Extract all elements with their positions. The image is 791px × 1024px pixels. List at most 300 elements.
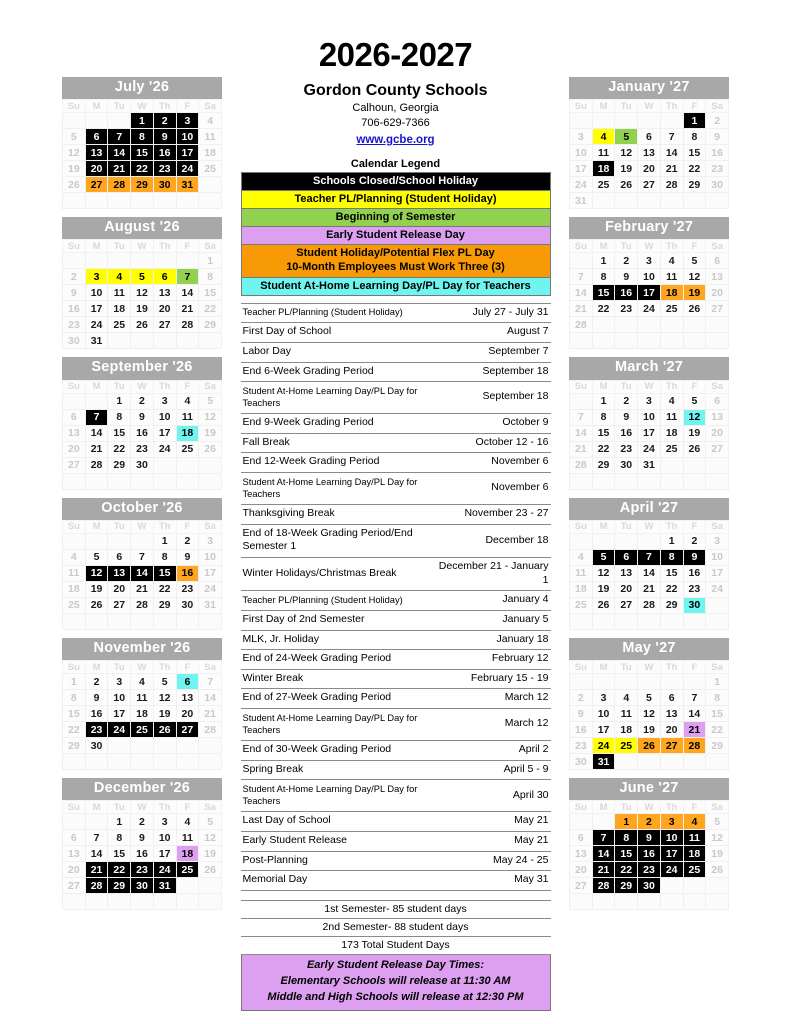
day-cell[interactable]: 17 xyxy=(153,425,176,441)
day-cell[interactable]: 15 xyxy=(108,846,131,862)
day-cell[interactable]: 15 xyxy=(660,565,683,581)
day-cell[interactable]: 12 xyxy=(683,269,706,285)
day-cell[interactable]: 25 xyxy=(63,597,86,613)
day-cell-black[interactable]: 10 xyxy=(176,129,199,145)
day-cell[interactable]: 23 xyxy=(131,441,154,457)
day-cell[interactable]: 23 xyxy=(176,581,199,597)
day-cell-black[interactable]: 21 xyxy=(85,862,108,878)
day-cell[interactable]: 31 xyxy=(570,193,593,209)
day-cell[interactable]: 26 xyxy=(199,441,222,457)
day-cell[interactable]: 8 xyxy=(683,129,706,145)
day-cell[interactable]: 7 xyxy=(683,690,706,706)
day-cell[interactable]: 23 xyxy=(706,161,729,177)
day-cell[interactable]: 12 xyxy=(706,830,729,846)
day-cell[interactable]: 2 xyxy=(131,814,154,830)
day-cell[interactable]: 20 xyxy=(706,425,729,441)
day-cell[interactable]: 31 xyxy=(638,457,661,473)
day-cell[interactable]: 5 xyxy=(706,814,729,830)
day-cell[interactable]: 11 xyxy=(592,145,615,161)
day-cell[interactable]: 29 xyxy=(592,457,615,473)
day-cell[interactable]: 22 xyxy=(153,581,176,597)
day-cell-black[interactable]: 15 xyxy=(592,285,615,301)
school-website-link[interactable]: www.gcbe.org xyxy=(356,133,435,146)
day-cell[interactable]: 19 xyxy=(615,161,638,177)
day-cell[interactable]: 12 xyxy=(63,145,86,161)
day-cell-black[interactable]: 7 xyxy=(108,129,131,145)
day-cell[interactable]: 15 xyxy=(683,145,706,161)
day-cell[interactable]: 21 xyxy=(638,581,661,597)
day-cell-black[interactable]: 26 xyxy=(153,722,176,738)
day-cell[interactable]: 15 xyxy=(63,706,86,722)
day-cell[interactable]: 13 xyxy=(153,285,176,301)
day-cell-black[interactable]: 23 xyxy=(638,862,661,878)
day-cell-orange[interactable]: 16 xyxy=(176,565,199,581)
day-cell[interactable]: 1 xyxy=(706,674,729,690)
day-cell[interactable]: 3 xyxy=(706,533,729,549)
day-cell[interactable]: 8 xyxy=(199,269,222,285)
day-cell-cyan[interactable]: 18 xyxy=(176,425,199,441)
day-cell[interactable]: 7 xyxy=(85,830,108,846)
day-cell[interactable]: 23 xyxy=(63,317,86,333)
day-cell[interactable]: 13 xyxy=(706,269,729,285)
day-cell[interactable]: 22 xyxy=(683,161,706,177)
day-cell[interactable]: 26 xyxy=(615,177,638,193)
day-cell[interactable]: 15 xyxy=(706,706,729,722)
day-cell-black[interactable]: 13 xyxy=(108,565,131,581)
day-cell[interactable]: 4 xyxy=(660,253,683,269)
day-cell-cyan[interactable]: 30 xyxy=(683,597,706,613)
day-cell[interactable]: 26 xyxy=(131,317,154,333)
day-cell[interactable]: 11 xyxy=(131,690,154,706)
day-cell[interactable]: 3 xyxy=(153,393,176,409)
day-cell[interactable]: 13 xyxy=(706,409,729,425)
day-cell-black[interactable]: 14 xyxy=(592,846,615,862)
day-cell[interactable]: 14 xyxy=(85,846,108,862)
day-cell[interactable]: 9 xyxy=(131,830,154,846)
day-cell[interactable]: 16 xyxy=(85,706,108,722)
day-cell[interactable]: 8 xyxy=(153,549,176,565)
day-cell[interactable]: 11 xyxy=(615,706,638,722)
day-cell[interactable]: 1 xyxy=(199,253,222,269)
day-cell[interactable]: 20 xyxy=(570,862,593,878)
day-cell[interactable]: 14 xyxy=(176,285,199,301)
day-cell[interactable]: 29 xyxy=(153,597,176,613)
day-cell[interactable]: 28 xyxy=(176,317,199,333)
day-cell-orange[interactable]: 27 xyxy=(85,177,108,193)
day-cell-black[interactable]: 9 xyxy=(638,830,661,846)
day-cell-black[interactable]: 30 xyxy=(638,878,661,894)
day-cell-black[interactable]: 7 xyxy=(592,830,615,846)
day-cell[interactable]: 7 xyxy=(570,269,593,285)
day-cell[interactable]: 27 xyxy=(706,441,729,457)
day-cell[interactable]: 22 xyxy=(63,722,86,738)
day-cell-black[interactable]: 16 xyxy=(638,846,661,862)
day-cell[interactable]: 30 xyxy=(131,457,154,473)
day-cell[interactable]: 28 xyxy=(570,457,593,473)
day-cell[interactable]: 27 xyxy=(63,457,86,473)
day-cell[interactable]: 8 xyxy=(108,409,131,425)
day-cell-black[interactable]: 28 xyxy=(85,878,108,894)
day-cell[interactable]: 2 xyxy=(570,690,593,706)
day-cell[interactable]: 22 xyxy=(660,581,683,597)
day-cell-cyan[interactable]: 6 xyxy=(176,674,199,690)
day-cell[interactable]: 3 xyxy=(638,253,661,269)
day-cell[interactable]: 26 xyxy=(199,862,222,878)
day-cell[interactable]: 20 xyxy=(660,722,683,738)
day-cell-orange[interactable]: 27 xyxy=(660,738,683,754)
day-cell[interactable]: 10 xyxy=(199,549,222,565)
day-cell[interactable]: 6 xyxy=(660,690,683,706)
day-cell-black[interactable]: 23 xyxy=(153,161,176,177)
day-cell-orange[interactable]: 26 xyxy=(638,738,661,754)
day-cell-black[interactable]: 6 xyxy=(85,129,108,145)
day-cell[interactable]: 19 xyxy=(153,706,176,722)
day-cell[interactable]: 16 xyxy=(615,425,638,441)
day-cell[interactable]: 22 xyxy=(706,722,729,738)
day-cell[interactable]: 5 xyxy=(85,549,108,565)
day-cell[interactable]: 20 xyxy=(63,441,86,457)
day-cell[interactable]: 12 xyxy=(131,285,154,301)
day-cell[interactable]: 21 xyxy=(176,301,199,317)
day-cell[interactable]: 25 xyxy=(176,441,199,457)
day-cell[interactable]: 19 xyxy=(683,425,706,441)
day-cell-green[interactable]: 7 xyxy=(176,269,199,285)
day-cell-black[interactable]: 18 xyxy=(592,161,615,177)
day-cell[interactable]: 14 xyxy=(570,425,593,441)
day-cell[interactable]: 21 xyxy=(131,581,154,597)
day-cell[interactable]: 27 xyxy=(638,177,661,193)
day-cell-black[interactable]: 14 xyxy=(131,565,154,581)
day-cell[interactable]: 9 xyxy=(615,409,638,425)
day-cell[interactable]: 27 xyxy=(570,878,593,894)
day-cell[interactable]: 7 xyxy=(660,129,683,145)
day-cell[interactable]: 15 xyxy=(592,425,615,441)
day-cell[interactable]: 24 xyxy=(85,317,108,333)
day-cell-black[interactable]: 1 xyxy=(683,113,706,129)
day-cell-black[interactable]: 22 xyxy=(131,161,154,177)
day-cell-orange[interactable]: 28 xyxy=(108,177,131,193)
day-cell[interactable]: 11 xyxy=(63,565,86,581)
day-cell[interactable]: 10 xyxy=(592,706,615,722)
day-cell[interactable]: 3 xyxy=(153,814,176,830)
day-cell-green[interactable]: 5 xyxy=(615,129,638,145)
day-cell[interactable]: 18 xyxy=(108,301,131,317)
day-cell-orange[interactable]: 19 xyxy=(683,285,706,301)
day-cell-black[interactable]: 12 xyxy=(85,565,108,581)
day-cell-black[interactable]: 8 xyxy=(660,549,683,565)
day-cell[interactable]: 21 xyxy=(570,301,593,317)
day-cell[interactable]: 18 xyxy=(660,425,683,441)
day-cell-black[interactable]: 28 xyxy=(592,878,615,894)
day-cell-orange[interactable]: 31 xyxy=(176,177,199,193)
day-cell[interactable]: 10 xyxy=(153,409,176,425)
day-cell-black[interactable]: 1 xyxy=(131,113,154,129)
day-cell[interactable]: 3 xyxy=(570,129,593,145)
day-cell[interactable]: 23 xyxy=(615,301,638,317)
day-cell-yellow[interactable]: 4 xyxy=(592,129,615,145)
day-cell[interactable]: 1 xyxy=(108,814,131,830)
day-cell[interactable]: 1 xyxy=(592,253,615,269)
day-cell[interactable]: 13 xyxy=(63,425,86,441)
day-cell[interactable]: 1 xyxy=(108,393,131,409)
day-cell[interactable]: 24 xyxy=(570,177,593,193)
day-cell[interactable]: 23 xyxy=(570,738,593,754)
day-cell[interactable]: 8 xyxy=(63,690,86,706)
day-cell[interactable]: 14 xyxy=(660,145,683,161)
day-cell[interactable]: 10 xyxy=(638,269,661,285)
day-cell-black[interactable]: 8 xyxy=(131,129,154,145)
day-cell[interactable]: 4 xyxy=(176,814,199,830)
day-cell[interactable]: 25 xyxy=(660,441,683,457)
day-cell[interactable]: 8 xyxy=(706,690,729,706)
day-cell[interactable]: 25 xyxy=(108,317,131,333)
day-cell[interactable]: 2 xyxy=(131,393,154,409)
day-cell-yellow[interactable]: 25 xyxy=(615,738,638,754)
day-cell[interactable]: 20 xyxy=(615,581,638,597)
day-cell[interactable]: 29 xyxy=(660,597,683,613)
day-cell[interactable]: 10 xyxy=(706,549,729,565)
day-cell[interactable]: 21 xyxy=(199,706,222,722)
day-cell-orange[interactable]: 28 xyxy=(683,738,706,754)
day-cell[interactable]: 21 xyxy=(85,441,108,457)
day-cell[interactable]: 13 xyxy=(570,846,593,862)
day-cell[interactable]: 2 xyxy=(176,533,199,549)
day-cell-black[interactable]: 20 xyxy=(85,161,108,177)
day-cell-black[interactable]: 9 xyxy=(683,549,706,565)
day-cell[interactable]: 23 xyxy=(615,441,638,457)
day-cell[interactable]: 12 xyxy=(615,145,638,161)
day-cell[interactable]: 13 xyxy=(615,565,638,581)
day-cell-black[interactable]: 23 xyxy=(131,862,154,878)
day-cell[interactable]: 11 xyxy=(108,285,131,301)
day-cell[interactable]: 15 xyxy=(108,425,131,441)
day-cell[interactable]: 3 xyxy=(592,690,615,706)
day-cell[interactable]: 10 xyxy=(570,145,593,161)
day-cell[interactable]: 12 xyxy=(638,706,661,722)
day-cell-black[interactable]: 6 xyxy=(615,549,638,565)
day-cell[interactable]: 1 xyxy=(592,393,615,409)
day-cell[interactable]: 28 xyxy=(85,457,108,473)
day-cell-orange[interactable]: 29 xyxy=(131,177,154,193)
day-cell[interactable]: 6 xyxy=(706,253,729,269)
day-cell-black[interactable]: 29 xyxy=(615,878,638,894)
day-cell-orange[interactable]: 1 xyxy=(615,814,638,830)
day-cell-black[interactable]: 24 xyxy=(176,161,199,177)
day-cell[interactable]: 18 xyxy=(131,706,154,722)
day-cell-black[interactable]: 15 xyxy=(153,565,176,581)
day-cell[interactable]: 18 xyxy=(199,145,222,161)
day-cell-black[interactable]: 30 xyxy=(131,878,154,894)
day-cell-black[interactable]: 29 xyxy=(108,878,131,894)
day-cell-yellow[interactable]: 4 xyxy=(108,269,131,285)
day-cell[interactable]: 4 xyxy=(615,690,638,706)
day-cell-black[interactable]: 16 xyxy=(153,145,176,161)
day-cell[interactable]: 9 xyxy=(176,549,199,565)
day-cell[interactable]: 20 xyxy=(63,862,86,878)
day-cell[interactable]: 16 xyxy=(131,425,154,441)
day-cell[interactable]: 28 xyxy=(638,597,661,613)
day-cell[interactable]: 9 xyxy=(570,706,593,722)
day-cell[interactable]: 2 xyxy=(706,113,729,129)
day-cell[interactable]: 12 xyxy=(199,830,222,846)
day-cell[interactable]: 21 xyxy=(660,161,683,177)
day-cell-black[interactable]: 11 xyxy=(683,830,706,846)
day-cell[interactable]: 12 xyxy=(153,690,176,706)
day-cell-black[interactable]: 13 xyxy=(85,145,108,161)
day-cell[interactable]: 12 xyxy=(199,409,222,425)
day-cell[interactable]: 8 xyxy=(592,269,615,285)
day-cell[interactable]: 28 xyxy=(660,177,683,193)
day-cell[interactable]: 11 xyxy=(176,409,199,425)
day-cell[interactable]: 9 xyxy=(63,285,86,301)
day-cell[interactable]: 29 xyxy=(108,457,131,473)
day-cell[interactable]: 20 xyxy=(153,301,176,317)
day-cell[interactable]: 28 xyxy=(131,597,154,613)
day-cell[interactable]: 16 xyxy=(683,565,706,581)
day-cell[interactable]: 7 xyxy=(199,674,222,690)
day-cell[interactable]: 18 xyxy=(63,581,86,597)
day-cell[interactable]: 17 xyxy=(570,161,593,177)
day-cell[interactable]: 13 xyxy=(176,690,199,706)
day-cell-black[interactable]: 21 xyxy=(592,862,615,878)
day-cell[interactable]: 12 xyxy=(592,565,615,581)
day-cell[interactable]: 27 xyxy=(706,301,729,317)
day-cell-black[interactable]: 23 xyxy=(85,722,108,738)
day-cell[interactable]: 2 xyxy=(615,253,638,269)
day-cell[interactable]: 14 xyxy=(85,425,108,441)
day-cell[interactable]: 29 xyxy=(199,317,222,333)
day-cell[interactable]: 19 xyxy=(592,581,615,597)
day-cell[interactable]: 6 xyxy=(638,129,661,145)
day-cell[interactable]: 1 xyxy=(153,533,176,549)
day-cell[interactable]: 22 xyxy=(199,301,222,317)
day-cell[interactable]: 22 xyxy=(592,441,615,457)
day-cell[interactable]: 13 xyxy=(638,145,661,161)
day-cell[interactable]: 1 xyxy=(660,533,683,549)
day-cell-cyan[interactable]: 12 xyxy=(683,409,706,425)
day-cell[interactable]: 11 xyxy=(176,830,199,846)
day-cell[interactable]: 16 xyxy=(63,301,86,317)
day-cell[interactable]: 18 xyxy=(615,722,638,738)
day-cell-black[interactable]: 22 xyxy=(615,862,638,878)
day-cell[interactable]: 27 xyxy=(63,878,86,894)
day-cell[interactable]: 13 xyxy=(660,706,683,722)
day-cell[interactable]: 31 xyxy=(85,333,108,349)
day-cell-orange[interactable]: 4 xyxy=(683,814,706,830)
day-cell[interactable]: 1 xyxy=(63,674,86,690)
day-cell-black[interactable]: 24 xyxy=(660,862,683,878)
day-cell[interactable]: 20 xyxy=(638,161,661,177)
day-cell-purple[interactable]: 21 xyxy=(683,722,706,738)
day-cell[interactable]: 26 xyxy=(683,301,706,317)
day-cell[interactable]: 4 xyxy=(660,393,683,409)
day-cell[interactable]: 5 xyxy=(199,393,222,409)
day-cell-black[interactable]: 18 xyxy=(683,846,706,862)
day-cell-black[interactable]: 25 xyxy=(131,722,154,738)
day-cell[interactable]: 17 xyxy=(592,722,615,738)
day-cell[interactable]: 17 xyxy=(153,846,176,862)
day-cell-black[interactable]: 3 xyxy=(176,113,199,129)
day-cell-black[interactable]: 24 xyxy=(153,862,176,878)
day-cell-black[interactable]: 9 xyxy=(153,129,176,145)
day-cell[interactable]: 14 xyxy=(638,565,661,581)
day-cell[interactable]: 16 xyxy=(570,722,593,738)
day-cell-yellow[interactable]: 3 xyxy=(85,269,108,285)
day-cell-orange[interactable]: 18 xyxy=(660,285,683,301)
day-cell[interactable]: 31 xyxy=(199,597,222,613)
day-cell[interactable]: 17 xyxy=(638,425,661,441)
day-cell[interactable]: 29 xyxy=(683,177,706,193)
day-cell-black[interactable]: 31 xyxy=(592,754,615,770)
day-cell[interactable]: 4 xyxy=(131,674,154,690)
day-cell[interactable]: 28 xyxy=(199,722,222,738)
day-cell[interactable]: 14 xyxy=(683,706,706,722)
day-cell-orange[interactable]: 30 xyxy=(153,177,176,193)
day-cell[interactable]: 17 xyxy=(199,565,222,581)
day-cell[interactable]: 30 xyxy=(63,333,86,349)
day-cell[interactable]: 10 xyxy=(153,830,176,846)
day-cell[interactable]: 4 xyxy=(570,549,593,565)
day-cell-black[interactable]: 7 xyxy=(638,549,661,565)
day-cell[interactable]: 4 xyxy=(199,113,222,129)
day-cell-black[interactable]: 15 xyxy=(615,846,638,862)
day-cell[interactable]: 11 xyxy=(570,565,593,581)
day-cell[interactable]: 8 xyxy=(592,409,615,425)
day-cell[interactable]: 26 xyxy=(683,441,706,457)
day-cell[interactable]: 5 xyxy=(153,674,176,690)
day-cell[interactable]: 28 xyxy=(570,317,593,333)
day-cell[interactable]: 19 xyxy=(131,301,154,317)
day-cell-black[interactable]: 10 xyxy=(660,830,683,846)
day-cell[interactable]: 24 xyxy=(153,441,176,457)
day-cell[interactable]: 26 xyxy=(85,597,108,613)
day-cell[interactable]: 17 xyxy=(85,301,108,317)
day-cell[interactable]: 11 xyxy=(660,409,683,425)
day-cell-black[interactable]: 17 xyxy=(176,145,199,161)
day-cell[interactable]: 29 xyxy=(63,738,86,754)
day-cell[interactable]: 30 xyxy=(570,754,593,770)
day-cell[interactable]: 4 xyxy=(176,393,199,409)
day-cell[interactable]: 4 xyxy=(63,549,86,565)
day-cell[interactable]: 20 xyxy=(176,706,199,722)
day-cell-black[interactable]: 25 xyxy=(176,862,199,878)
day-cell[interactable]: 5 xyxy=(63,129,86,145)
day-cell[interactable]: 14 xyxy=(199,690,222,706)
day-cell[interactable]: 2 xyxy=(63,269,86,285)
day-cell[interactable]: 19 xyxy=(638,722,661,738)
day-cell[interactable]: 6 xyxy=(706,393,729,409)
day-cell[interactable]: 25 xyxy=(199,161,222,177)
day-cell[interactable]: 26 xyxy=(706,862,729,878)
day-cell[interactable]: 5 xyxy=(638,690,661,706)
day-cell[interactable]: 2 xyxy=(85,674,108,690)
day-cell-yellow[interactable]: 6 xyxy=(153,269,176,285)
day-cell[interactable]: 6 xyxy=(63,830,86,846)
day-cell[interactable]: 25 xyxy=(660,301,683,317)
day-cell[interactable]: 24 xyxy=(706,581,729,597)
day-cell-black[interactable]: 5 xyxy=(592,549,615,565)
day-cell-black[interactable]: 16 xyxy=(615,285,638,301)
day-cell[interactable]: 20 xyxy=(706,285,729,301)
day-cell[interactable]: 17 xyxy=(108,706,131,722)
day-cell[interactable]: 14 xyxy=(570,285,593,301)
day-cell[interactable]: 24 xyxy=(638,441,661,457)
day-cell[interactable]: 9 xyxy=(615,269,638,285)
day-cell[interactable]: 24 xyxy=(638,301,661,317)
day-cell[interactable]: 21 xyxy=(570,441,593,457)
day-cell[interactable]: 19 xyxy=(85,581,108,597)
day-cell[interactable]: 6 xyxy=(63,409,86,425)
